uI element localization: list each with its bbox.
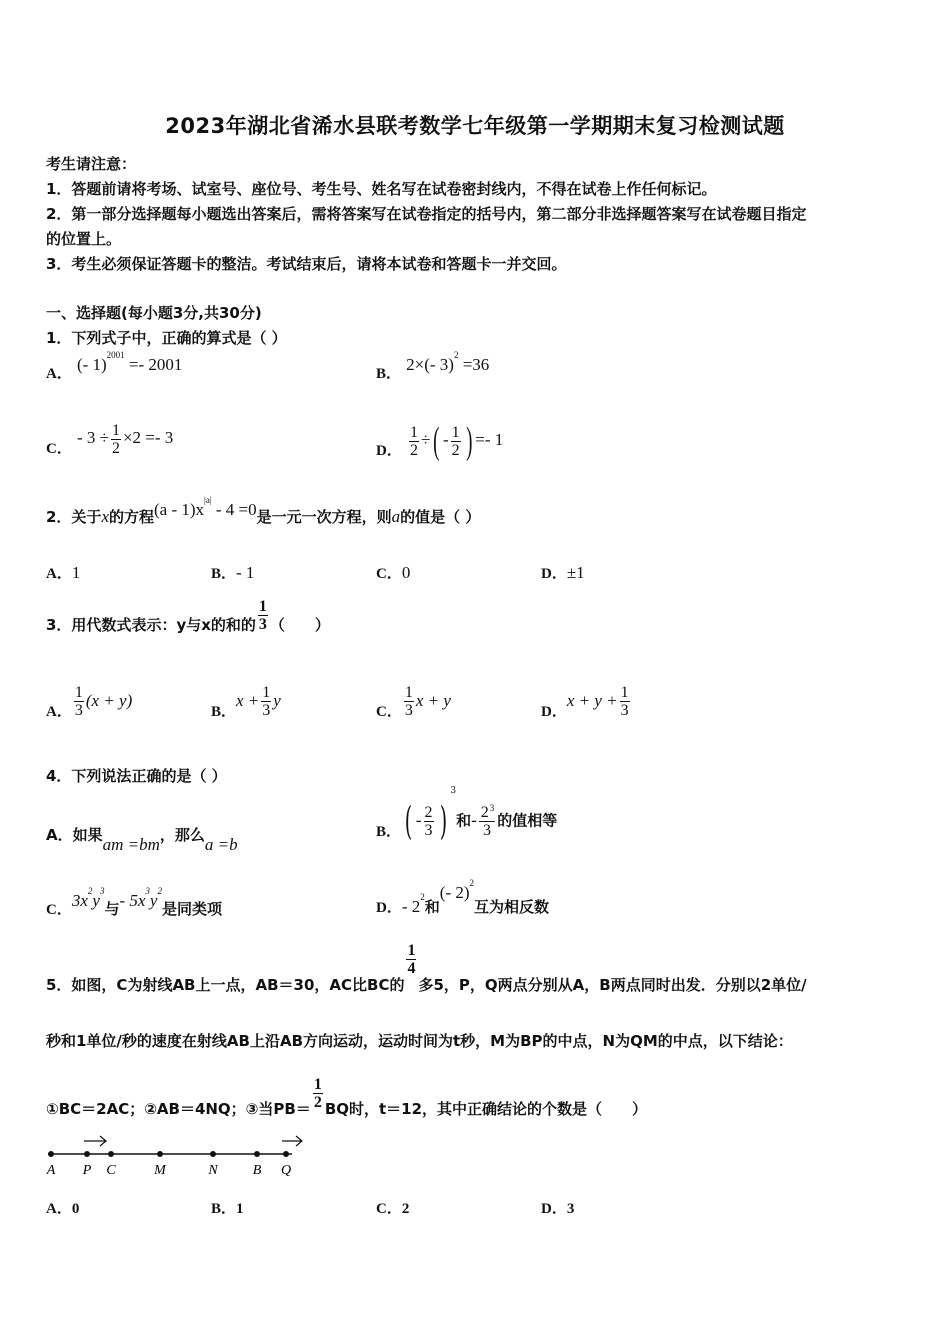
fraction: $\frac{1}{3}$: [258, 598, 267, 633]
q2-option-b: [211, 562, 254, 583]
text: 多5，P，Q两点分别从A，B两点同时出发．分别以2单位/: [418, 976, 807, 994]
text: 5．如图，C为射线AB上一点，AB＝30，AC比BC的: [46, 976, 405, 994]
q4-option-b: [376, 786, 558, 843]
expression: x + y: [415, 691, 451, 710]
q4-option-a: [46, 824, 238, 854]
expression: x + y +: [566, 691, 618, 710]
q4-option-d: [376, 878, 550, 916]
option-value: 0: [71, 1201, 80, 1217]
q5-option-b: [211, 1197, 244, 1218]
point-m-dot: [157, 1151, 163, 1157]
minus: -: [442, 429, 449, 449]
option-label: A．: [46, 566, 72, 582]
q4-option-c: [46, 886, 222, 918]
minus: -: [471, 810, 477, 830]
option-label: A．: [46, 366, 72, 382]
text: 3．用代数式表示：y与x的和的: [46, 616, 256, 634]
option-label: B．: [376, 823, 402, 840]
expression: am =bm: [102, 835, 160, 854]
point-n-label: N: [208, 1163, 218, 1178]
notice-item: 1．答题前请将考场、试室号、座位号、考生号、姓名写在试卷密封线内，不得在试卷上作任何标记。: [46, 180, 717, 198]
rest: =- 2001: [124, 355, 183, 374]
point-p-label: P: [82, 1163, 92, 1178]
option-value: - 1: [236, 563, 255, 582]
point-q-dot: [283, 1151, 289, 1157]
exponent: 3: [450, 786, 457, 796]
option-label: D．: [541, 566, 567, 582]
q5-option-a: [46, 1197, 79, 1218]
option-label: D．: [541, 1201, 567, 1217]
var: a: [391, 507, 401, 526]
notice-item: 的位置上。: [46, 230, 122, 248]
text: 和: [424, 898, 440, 916]
left-paren: (: [433, 420, 440, 462]
text: 互为相反数: [474, 898, 550, 916]
math-expression: [407, 420, 504, 462]
math-expression: [76, 422, 174, 457]
equation: $(a - 1)x^{|a|} - 4 =0$: [154, 495, 257, 519]
text: （ ）: [269, 616, 330, 634]
option-label: C．: [376, 1201, 402, 1217]
question-1-stem: 1．下列式子中，正确的算式是（ ）: [46, 329, 287, 347]
minus: -: [415, 810, 422, 830]
q2-option-a: [46, 562, 80, 583]
option-label: A．: [46, 1201, 72, 1217]
fraction: $\frac{1}{3}$: [404, 684, 413, 719]
question-5-line-1: [46, 942, 807, 994]
expression: a =b: [204, 835, 238, 854]
ray-diagram: [40, 1132, 320, 1182]
option-value: ±1: [566, 563, 585, 582]
expression: (- 2)$^2$: [439, 878, 475, 902]
q5-option-d: [541, 1197, 574, 1218]
fraction: $\frac{1}{3}$: [74, 684, 83, 719]
fraction: $\frac{1}{2}$: [111, 422, 120, 457]
rest: ×2 =- 3: [122, 428, 174, 448]
fraction: $\frac{1}{2}$: [409, 423, 418, 459]
page-title: 2023年湖北省浠水县联考数学七年级第一学期期末复习检测试题: [165, 114, 785, 138]
arrow-p: [84, 1136, 106, 1146]
text: 与: [104, 900, 120, 918]
rest: =- 1: [475, 429, 504, 449]
text: 的值是（ ）: [400, 508, 481, 526]
point-c-dot: [108, 1151, 114, 1157]
base: 2×(- 3): [406, 355, 454, 374]
q3-option-b: [211, 684, 281, 719]
question-5-line-3: [46, 1076, 648, 1118]
fraction: $\frac{2^3}{3}$: [480, 802, 495, 839]
question-4-stem: 4．下列说法正确的是（ ）: [46, 767, 227, 785]
point-q-label: Q: [280, 1163, 292, 1178]
fraction: $\frac{1}{2}$: [313, 1076, 322, 1111]
q1-option-b: [376, 350, 490, 383]
text: BQ时，t＝12，其中正确结论的个数是（ ）: [324, 1100, 648, 1118]
var: x: [101, 507, 109, 526]
notice-item: 2．第一部分选择题每小题选出答案后，需将答案写在试卷指定的括号内，第二部分非选择题答案写在试卷题目指定: [46, 205, 807, 223]
q2-option-d: [541, 562, 585, 583]
option-value: 0: [401, 563, 411, 582]
expression: $3x^2y^3$: [71, 886, 105, 910]
exponent: 2001: [106, 350, 125, 360]
expression: (x + y): [85, 691, 133, 710]
point-a-dot: [48, 1151, 54, 1157]
option-label: B．: [211, 566, 237, 582]
fraction: $\frac{1}{4}$: [407, 942, 416, 977]
option-value: 1: [71, 563, 81, 582]
q5-option-c: [376, 1197, 409, 1218]
right-paren: ): [465, 420, 473, 462]
option-label: C．: [46, 902, 72, 918]
left-paren: (: [404, 799, 413, 843]
text: 是同类项: [161, 900, 222, 918]
q3-option-c: [376, 684, 451, 719]
fraction: $\frac{1}{3}$: [620, 684, 629, 719]
text: ①BC＝2AC；②AB＝4NQ；③当PB＝: [46, 1100, 311, 1118]
math-expression: [76, 350, 183, 374]
expression: y: [273, 691, 281, 710]
option-label: D．: [376, 900, 402, 916]
option-value: 2: [401, 1201, 410, 1217]
text: 的值相等: [497, 811, 558, 830]
divide: ÷: [420, 429, 431, 449]
base: (- 1): [76, 355, 107, 374]
option-label: A．如果: [46, 826, 103, 844]
q3-option-d: [541, 684, 632, 719]
q1-option-a: [46, 350, 183, 383]
rest: =36: [458, 355, 490, 374]
arrow-q: [282, 1136, 302, 1146]
q1-option-c: [46, 422, 173, 457]
option-value: 3: [566, 1201, 575, 1217]
fraction: $\frac{1}{3}$: [262, 684, 271, 719]
option-label: A．: [46, 704, 72, 720]
right-paren: ): [439, 799, 447, 843]
fraction: $\frac{2}{3}$: [424, 803, 433, 839]
q2-option-c: [376, 562, 410, 583]
option-label: D．: [376, 442, 402, 459]
text: 2．关于: [46, 508, 102, 526]
notice-item: 3．考生必须保证答题卡的整洁。考试结束后，请将本试卷和答题卡一并交回。: [46, 255, 567, 273]
point-m-label: M: [154, 1163, 166, 1178]
point-b-label: B: [252, 1163, 262, 1178]
point-c-label: C: [106, 1163, 116, 1178]
option-label: D．: [541, 704, 567, 720]
q1-option-d: [376, 422, 503, 460]
section-heading: 一、选择题(每小题3分,共30分): [46, 304, 262, 322]
question-5-line-2: 秒和1单位/秒的速度在射线AB上沿AB方向运动，运动时间为t秒，M为BP的中点，N为QM的中点，以下结论：: [46, 1032, 793, 1050]
point-n-dot: [210, 1151, 216, 1157]
prefix: - 3 ÷: [76, 428, 109, 448]
option-label: C．: [376, 704, 402, 720]
point-a-label: A: [46, 1163, 56, 1178]
question-3-stem: [46, 598, 330, 633]
expression: - $5x^3y^2$: [119, 886, 162, 910]
exponent: 2: [453, 350, 459, 360]
expression: - $2^2$: [401, 892, 425, 916]
option-label: B．: [211, 1201, 237, 1217]
fraction: $\frac{1}{2}$: [451, 423, 460, 459]
notice-heading: 考生请注意：: [46, 155, 137, 173]
point-b-dot: [254, 1151, 260, 1157]
option-label: C．: [376, 566, 402, 582]
expression: x +: [236, 691, 260, 710]
option-label: B．: [211, 704, 237, 720]
point-p-dot: [84, 1151, 90, 1157]
text: ，那么: [159, 826, 205, 844]
text: 是一元一次方程，则: [256, 508, 392, 526]
text: 和: [456, 811, 472, 830]
math-expression: [406, 350, 490, 374]
question-2-stem: [46, 495, 481, 527]
text: 的方程: [108, 508, 154, 526]
q3-option-a: [46, 684, 132, 719]
ray-points: [46, 1151, 291, 1178]
option-label: C．: [46, 441, 72, 458]
option-label: B．: [376, 366, 402, 382]
option-value: 1: [236, 1201, 244, 1217]
